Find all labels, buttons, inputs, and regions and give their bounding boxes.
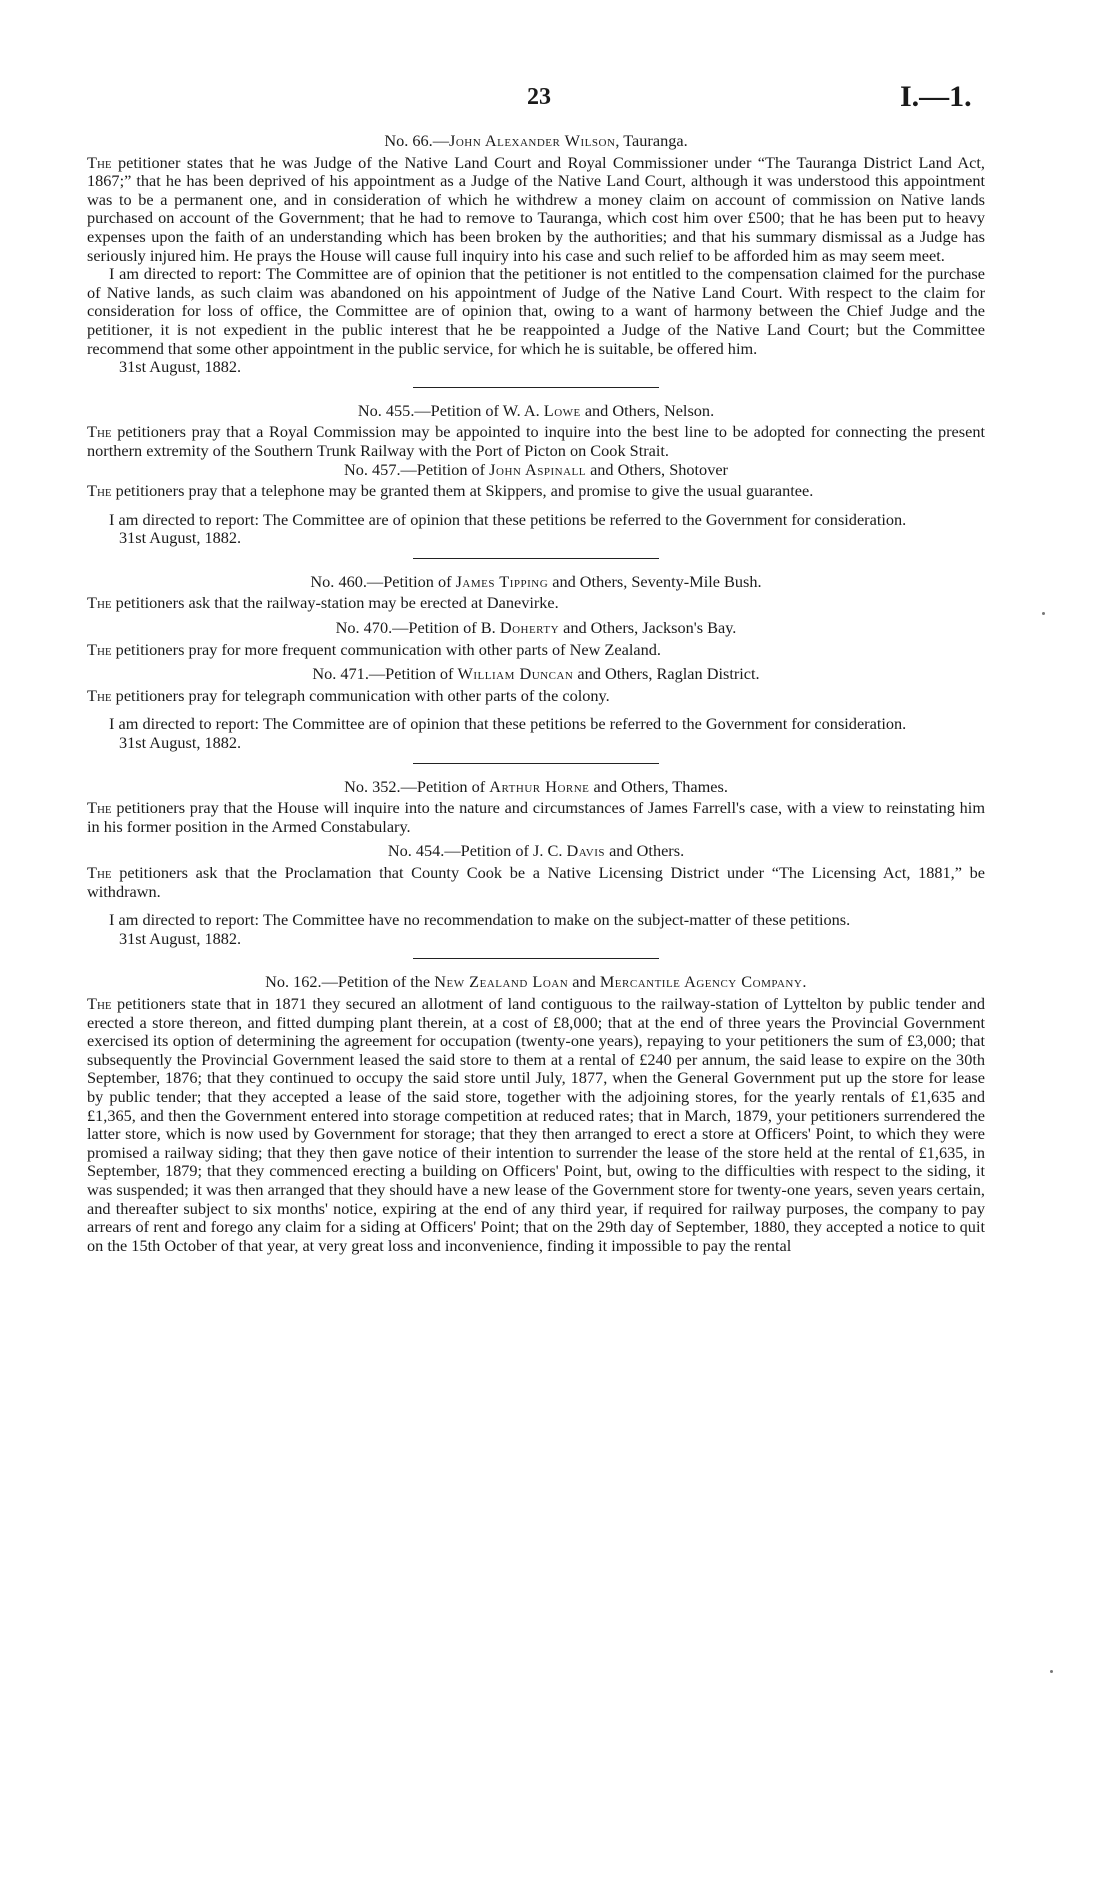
petition-454 (87, 842, 985, 948)
section-divider (413, 387, 659, 388)
petition-heading: No. 454.—Petition of J. C. Davis and Others. (387, 841, 685, 861)
petition-heading: No. 352.—Petition of Arthur Horne and Others, Thames. (344, 776, 728, 796)
page-header (0, 76, 1114, 116)
page-content (87, 132, 985, 1255)
scan-speck (1050, 1670, 1053, 1673)
petition-470 (87, 619, 985, 659)
petition-66 (87, 132, 985, 377)
petition-text: The petitioners pray that a Royal Commission may be appointed to inquire into the best line to be adopted for connecting the present northern extremity of the Southern Trunk Railway with the Port of Picton on Cook Strait. (87, 422, 985, 460)
petition-text: The petitioners pray that the House will inquire into the nature and circumstances of James Farrell's case, with a view to reinstating him in his former position in the Armed Constabulary. (87, 798, 985, 836)
petition-heading: No. 162.—Petition of the New Zealand Loan and Mercantile Agency Company. (265, 972, 807, 992)
petition-162 (87, 973, 985, 1255)
petition-heading: No. 471.—Petition of William Duncan and Others, Raglan District. (312, 664, 760, 684)
petition-text: The petitioners pray that a telephone may be granted them at Skippers, and promise to give the usual guarantee. (87, 481, 814, 501)
committee-report: I am directed to report: The Committee have no recommendation to make on the subject-matter of these petitions. (109, 910, 851, 930)
committee-report: I am directed to report: The Committee are of opinion that these petitions be referred to the Government for consideration. (109, 509, 907, 529)
petition-text: The petitioners state that in 1871 they secured an allotment of land contiguous to the railway-station of Lyttelton by public tender and erected a store thereon, and fitted dumping plant therein, at a cost of £8,000; that at the end of three years the Provincial Government exercised its option of determining the agreement for occupation (twenty-one years), repaying to your petitioners the sum of £3,000; that subsequently the Provincial Government leased the said store to them at a rental of £240 per annum, the said lease to expire on the 30th September, 1876; that they continued to occupy the said store until July, 1877, when the General Government put up the store for lease by public tender; that they accepted a lease of the said store, together with the adjoining stores, for the yearly rentals of £1,635 and £1,365, and then the Government entered into storage competition at reduced rates; that in March, 1879, your petitioners surrendered the latter store, which is now used by Government for storage; that they then arranged to erect a store at Officers' Point, to which they were promised a railway siding; that they then gave notice of their intention to surrender the lease of the store held at the rental of £1,635, in September, 1879; that they commenced erecting a building on Officers' Point, but, owing to the difficulties with respect to the siding, it was suspended; it was then arranged that they should have a new lease of the Government store for twenty-one years, seven years certain, and thereafter subject to six months' notice, expiring at the end of any third year, if required for railway purposes, the company to pay arrears of rent and forego any claim for a siding at Officers' Point; that on the 29th day of September, 1880, they accepted a notice to quit on the 15th October of that year, at very great loss and inconvenience, finding it impossible to pay the rental (87, 993, 985, 1255)
petition-heading: No. 66.—John Alexander Wilson, Tauranga. (384, 131, 688, 150)
petition-heading: No. 470.—Petition of B. Doherty and Others, Jackson's Bay. (335, 618, 737, 638)
committee-report: I am directed to report: The Committee are of opinion that these petitions be referred to the Government for consideration. (109, 714, 907, 734)
petition-text: The petitioner states that he was Judge of the Native Land Court and Royal Commissioner under “The Tauranga District Land Act, 1867;” that he has been deprived of his appointment as a Judge of the Native Land Court, although it was understood this appointment was to be a permanent one, and in consideration of which he withdrew a money claim on account of commission on Native lands purchased on account of the Government; that he had to remove to Tauranga, which cost him over £500; that he has been put to heavy expenses upon the faith of an understanding which has been broken by the authorities; and that his summary dismissal as a Judge has seriously injured him. He prays the House will cause full inquiry into his case and such relief to be afforded him as may seem meet. (87, 152, 985, 265)
petition-455 (87, 402, 985, 461)
petition-text: The petitioners pray for more frequent communication with other parts of New Zealand. (87, 639, 661, 659)
committee-report: I am directed to report: The Committee are of opinion that the petitioner is not entitled to the compensation claimed for the purchase of Native lands, as such claim was abandoned on his appointment of Judge of the Native Land Court. With respect to the claim for consideration for loss of office, the Committee are of opinion that, owing to a want of harmony between the Chief Judge and the petitioner, it is not expedient in the public interest that he be reappointed a Judge of the Native Land Court; but the Committee recommend that some other appointment in the public service, for which he is suitable, be offered him. (87, 264, 985, 358)
report-date: 31st August, 1882. (119, 928, 242, 948)
section-divider (413, 763, 659, 764)
section-divider (413, 558, 659, 559)
report-date: 31st August, 1882. (119, 528, 242, 548)
petition-heading: No. 457.—Petition of John Aspinall and Others, Shotover (344, 459, 728, 479)
petition-457 (87, 461, 985, 548)
page-number: 23 (527, 84, 551, 110)
section-divider (413, 958, 659, 959)
report-date: 31st August, 1882. (119, 733, 242, 753)
petition-heading: No. 460.—Petition of James Tipping and Others, Seventy-Mile Bush. (310, 571, 762, 591)
petition-heading: No. 455.—Petition of W. A. Lowe and Others, Nelson. (357, 400, 715, 420)
petition-460 (87, 573, 985, 613)
petition-471 (87, 665, 985, 752)
petition-352 (87, 778, 985, 837)
petition-text: The petitioners pray for telegraph communication with other parts of the colony. (87, 685, 610, 705)
petition-text: The petitioners ask that the Proclamation that County Cook be a Native Licensing District under “The Licensing Act, 1881,” be withdrawn. (87, 863, 985, 901)
report-date: 31st August, 1882. (119, 357, 242, 377)
petition-text: The petitioners ask that the railway-station may be erected at Danevirke. (87, 593, 559, 613)
scan-speck (1042, 612, 1045, 615)
paper-reference: I.—1. (900, 80, 972, 113)
